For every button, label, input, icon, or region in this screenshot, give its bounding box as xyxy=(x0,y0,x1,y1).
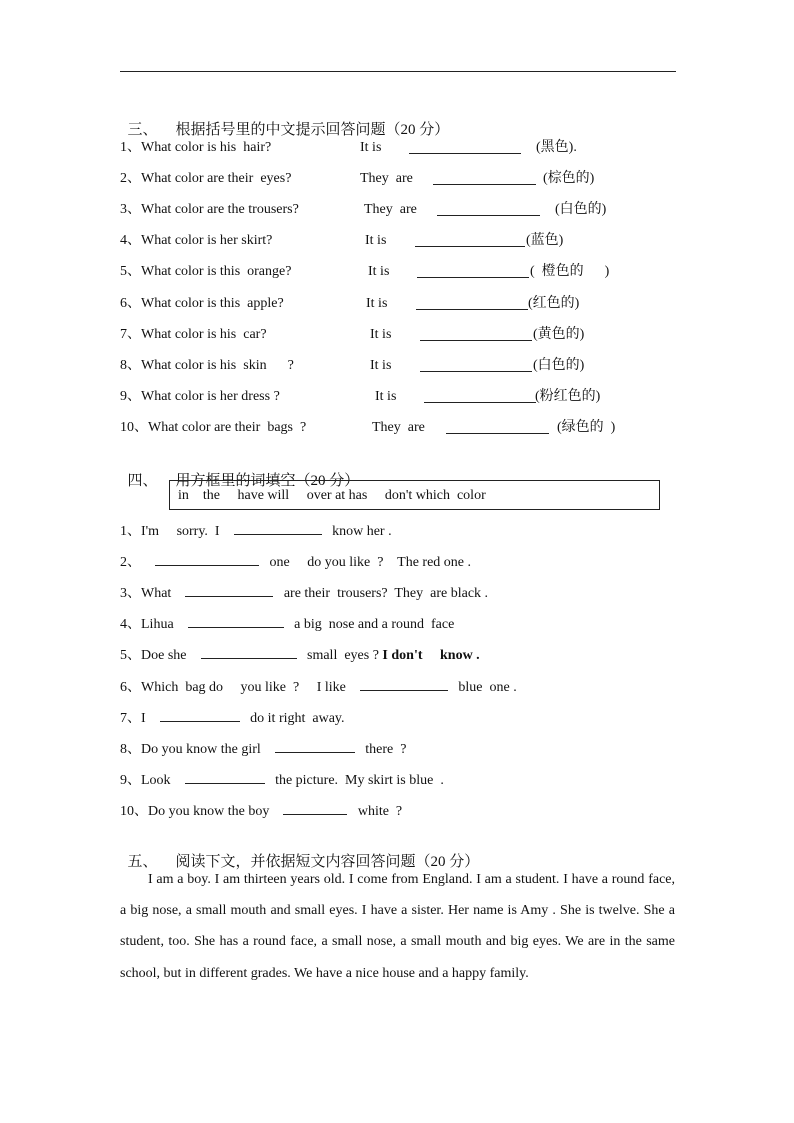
question-row xyxy=(120,169,676,189)
answer-blank[interactable] xyxy=(417,277,529,278)
answer-lead: It is xyxy=(366,296,388,311)
sentence-end: know her . xyxy=(332,524,392,539)
answer-lead: They are xyxy=(360,171,413,186)
answer-blank[interactable] xyxy=(424,402,536,403)
chinese-hint: (白色的) xyxy=(533,358,585,373)
sentence-end: blue one . xyxy=(458,680,517,695)
fill-blank-row xyxy=(120,644,480,664)
fill-blank-row xyxy=(120,707,345,727)
answer-blank[interactable] xyxy=(188,613,284,628)
question-row xyxy=(120,294,676,314)
section4-title: 用方框里的词填空（20 分） xyxy=(175,473,360,489)
answer-lead: They are xyxy=(372,420,425,435)
question-text: 10、What color are their bags ? xyxy=(120,420,307,435)
answer-blank[interactable] xyxy=(155,551,259,566)
fill-blank-row xyxy=(120,800,402,820)
question-text: 4、What color is her skirt? xyxy=(120,233,273,248)
answer-blank[interactable] xyxy=(433,184,536,185)
question-row xyxy=(120,325,676,345)
answer-lead: They are xyxy=(364,202,417,217)
question-text: 7、What color is his car? xyxy=(120,327,267,342)
answer-blank[interactable] xyxy=(185,769,265,784)
fill-blank-row xyxy=(120,582,488,602)
question-text: 8、What color is his skin ? xyxy=(120,358,294,373)
section4-number: 四、 xyxy=(127,473,158,489)
bold-answer-text: I don't know . xyxy=(382,648,480,663)
sentence-end: are their trousers? They are black . xyxy=(283,586,489,601)
question-row xyxy=(120,387,676,407)
answer-blank[interactable] xyxy=(275,738,355,753)
sentence-end: white ? xyxy=(357,804,403,819)
sentence-end: a big nose and a round face xyxy=(294,617,455,632)
chinese-hint: (绿色的 ) xyxy=(557,420,616,435)
question-text: 5、What color is this orange? xyxy=(120,264,292,279)
answer-blank[interactable] xyxy=(201,644,297,659)
sentence-start: 4、Lihua xyxy=(120,617,174,632)
sentence-end: the picture. My skirt is blue . xyxy=(275,773,444,788)
fill-blank-row xyxy=(120,676,517,696)
sentence-start: 5、Doe she xyxy=(120,648,187,663)
section5-number: 五、 xyxy=(127,854,158,870)
question-row xyxy=(120,138,676,158)
question-text: 9、What color is her dress ? xyxy=(120,389,280,404)
sentence-start: 8、Do you know the girl xyxy=(120,742,261,757)
chinese-hint: (棕色的) xyxy=(543,171,595,186)
question-row xyxy=(120,356,676,376)
answer-blank[interactable] xyxy=(446,433,549,434)
fill-blank-row xyxy=(120,551,471,571)
fill-blank-row xyxy=(120,738,406,758)
sentence-end: small eyes ? xyxy=(307,648,379,663)
fill-blank-row xyxy=(120,613,454,633)
sentence-start: 7、I xyxy=(120,711,146,726)
answer-lead: It is xyxy=(370,327,392,342)
answer-lead: It is xyxy=(360,140,382,155)
answer-blank[interactable] xyxy=(360,676,448,691)
word-box: in the have will over at has don't which color xyxy=(169,480,660,510)
chinese-hint: (黑色). xyxy=(536,140,577,155)
answer-blank[interactable] xyxy=(160,707,240,722)
question-row xyxy=(120,231,676,251)
question-text: 6、What color is this apple? xyxy=(120,296,284,311)
sentence-start: 9、Look xyxy=(120,773,171,788)
section3-number: 三、 xyxy=(127,122,158,138)
section5-title: 阅读下文，并依据短文内容回答问题（20 分） xyxy=(175,854,480,870)
chinese-hint: (红色的) xyxy=(528,296,580,311)
answer-blank[interactable] xyxy=(437,215,540,216)
answer-lead: It is xyxy=(365,233,387,248)
answer-blank[interactable] xyxy=(283,800,347,815)
sentence-end: there ? xyxy=(365,742,407,757)
question-text: 2、What color are their eyes? xyxy=(120,171,292,186)
answer-lead: It is xyxy=(375,389,397,404)
answer-blank[interactable] xyxy=(409,153,521,154)
question-row xyxy=(120,418,676,438)
chinese-hint: ( 橙色的 ) xyxy=(530,264,610,279)
sentence-end: one do you like ? The red one . xyxy=(269,555,472,570)
answer-blank[interactable] xyxy=(420,371,532,372)
sentence-end: do it right away. xyxy=(250,711,345,726)
chinese-hint: (黄色的) xyxy=(533,327,585,342)
sentence-start: 10、Do you know the boy xyxy=(120,804,270,819)
fill-blank-row xyxy=(120,520,392,540)
section3-heading xyxy=(120,100,450,138)
answer-blank[interactable] xyxy=(416,309,528,310)
reading-passage: I am a boy. I am thirteen years old. I come from England. I am a student. I have a round face, a big nose, a small mouth and small eyes. I have a sister. Her name is Amy . She is twelve. She a student, too. She has a round face, a small nose, a small mouth and big eyes. We are in the same school, but in different grades. We have a nice house and a happy family. xyxy=(120,872,675,981)
section5-heading xyxy=(120,832,480,870)
fill-blank-row xyxy=(120,769,444,789)
sentence-start: 1、I'm sorry. I xyxy=(120,524,220,539)
chinese-hint: (蓝色) xyxy=(526,233,564,248)
header-rule xyxy=(120,71,676,72)
sentence-start: 3、What xyxy=(120,586,172,601)
sentence-start: 2、 xyxy=(120,555,141,570)
question-row xyxy=(120,200,676,220)
question-text: 3、What color are the trousers? xyxy=(120,202,299,217)
section4-heading xyxy=(120,451,360,489)
question-text: 1、What color is his hair? xyxy=(120,140,272,155)
answer-blank[interactable] xyxy=(185,582,273,597)
answer-blank[interactable] xyxy=(420,340,532,341)
chinese-hint: (粉红色的) xyxy=(535,389,601,404)
answer-blank[interactable] xyxy=(415,246,525,247)
question-row xyxy=(120,262,676,282)
answer-lead: It is xyxy=(368,264,390,279)
answer-blank[interactable] xyxy=(234,520,322,535)
section3-title: 根据括号里的中文提示回答问题（20 分） xyxy=(175,122,450,138)
sentence-start: 6、Which bag do you like ? I like xyxy=(120,680,346,695)
chinese-hint: (白色的) xyxy=(555,202,607,217)
answer-lead: It is xyxy=(370,358,392,373)
